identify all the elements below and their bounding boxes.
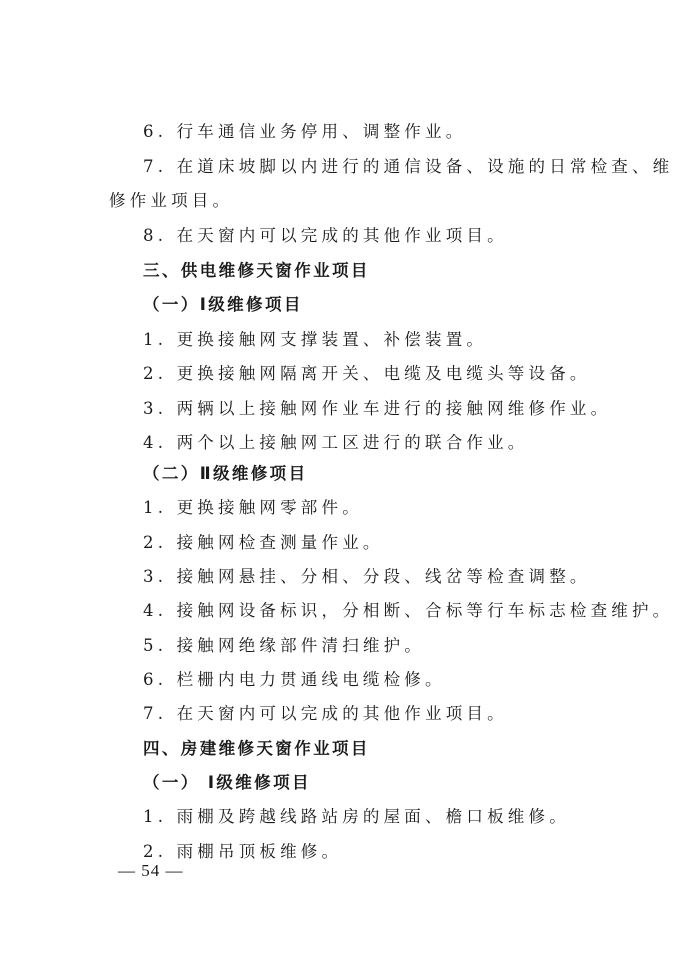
text-line: 4. 两个以上接触网工区进行的联合作业。 [143,433,529,452]
section-heading: 三、供电维修天窗作业项目 [143,261,370,280]
text-line: 7. 在道床坡脚以内进行的通信设备、设施的日常检查、维 [143,157,674,176]
text-line: 8. 在天窗内可以完成的其他作业项目。 [143,226,508,245]
text-line: 6. 栏栅内电力贯通线电缆检修。 [143,670,446,689]
text-line: 6. 行车通信业务停用、调整作业。 [143,122,467,141]
subsection-heading: （一） Ⅰ级维修项目 [143,773,311,792]
text-line: 修作业项目。 [109,191,234,210]
subsection-heading: （一）Ⅰ级维修项目 [143,295,303,314]
subsection-heading: （二）Ⅱ级维修项目 [143,464,308,483]
text-line: 2. 雨棚吊顶板维修。 [143,842,343,861]
text-line: 2. 接触网检查测量作业。 [143,533,384,552]
text-line: 3. 两辆以上接触网作业车进行的接触网维修作业。 [143,399,612,418]
text-line: 5. 接触网绝缘部件清扫维护。 [143,636,425,655]
text-line: 1. 更换接触网支撑装置、补偿装置。 [143,330,488,349]
page-number: — 54 — [118,861,184,880]
text-line: 1. 更换接触网零部件。 [143,498,363,517]
text-line: 2. 更换接触网隔离开关、电缆及电缆头等设备。 [143,364,591,383]
text-line: 1. 雨棚及跨越线路站房的屋面、檐口板维修。 [143,807,570,826]
text-line: 4. 接触网设备标识，分相断、合标等行车标志检查维护。 [143,601,674,620]
text-line: 3. 接触网悬挂、分相、分段、线岔等检查调整。 [143,567,591,586]
section-heading: 四、房建维修天窗作业项目 [143,739,370,758]
text-line: 7. 在天窗内可以完成的其他作业项目。 [143,704,508,723]
